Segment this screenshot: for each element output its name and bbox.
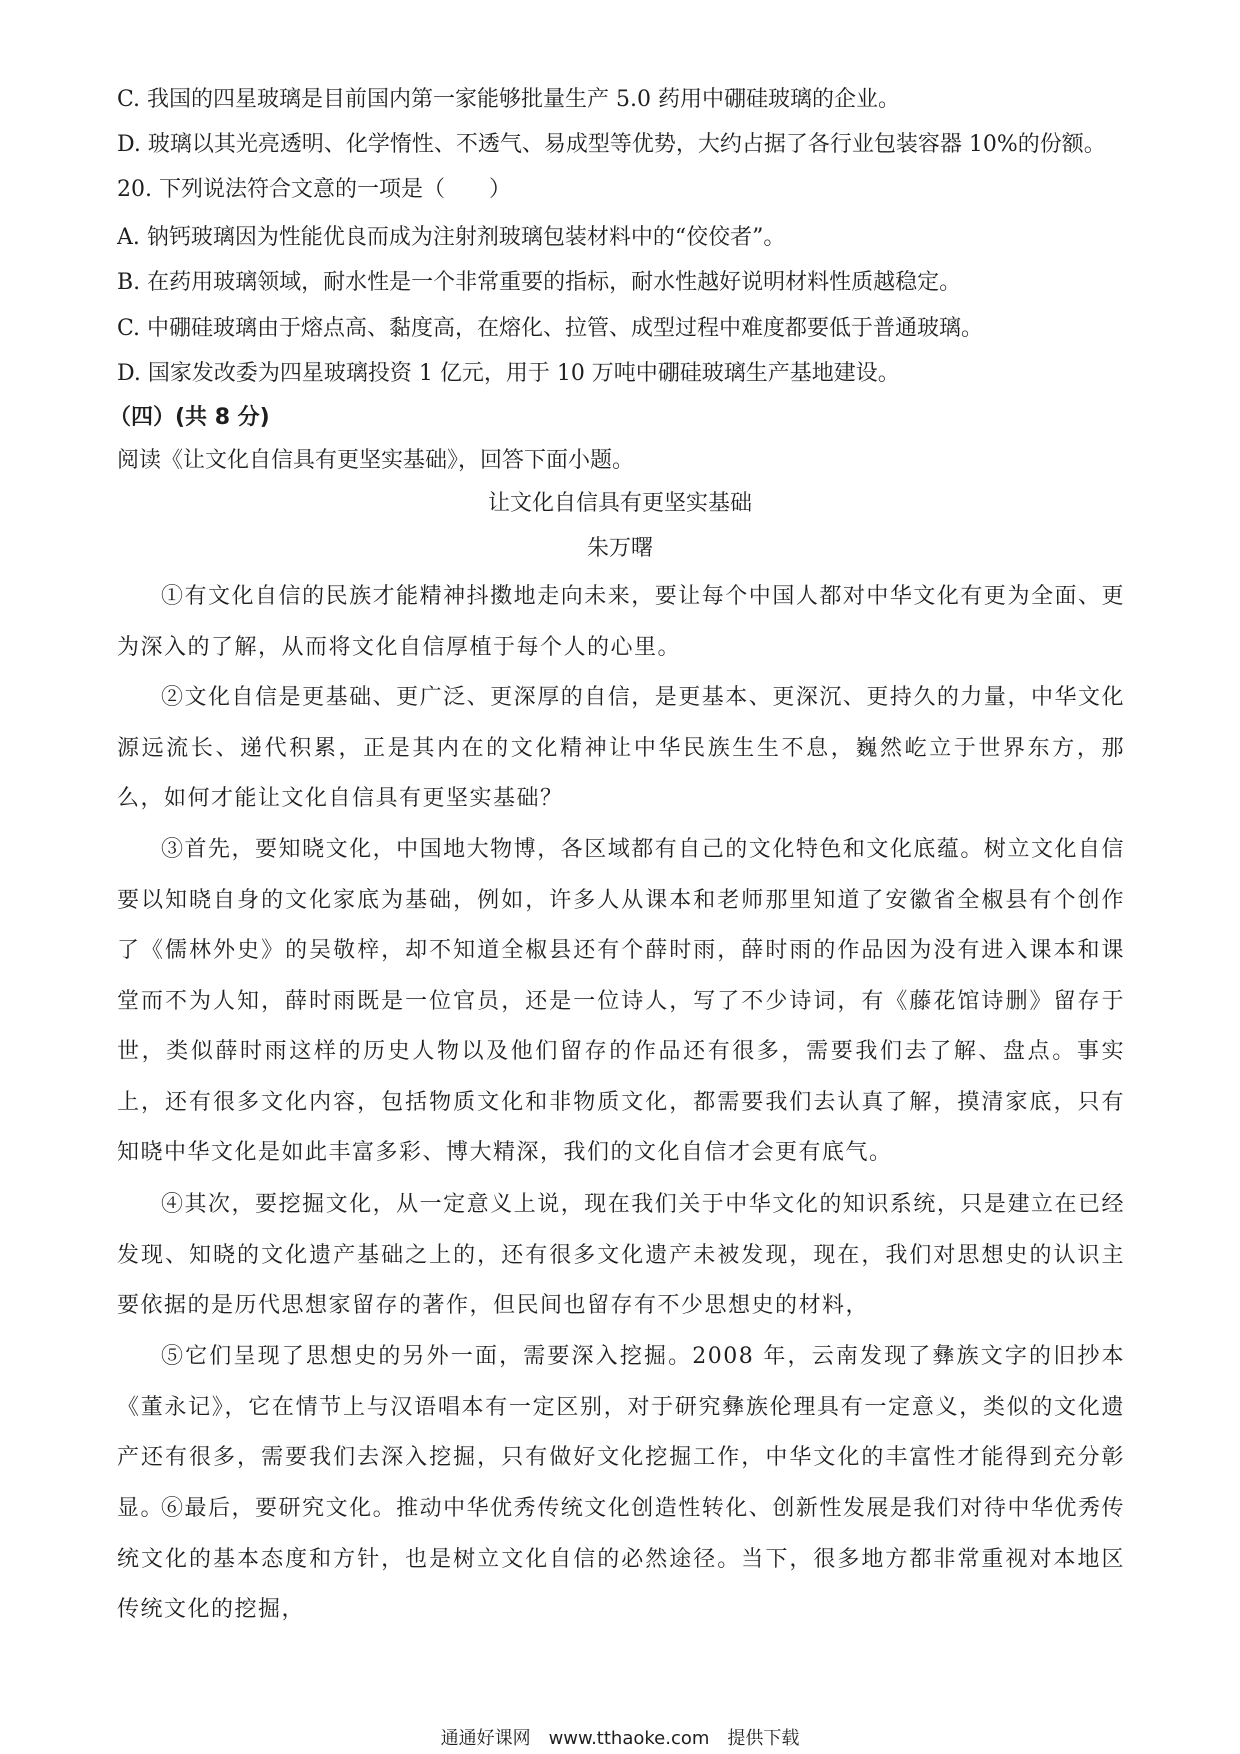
article-author: 朱万曙 bbox=[586, 536, 653, 561]
paragraph-3: ③首先，要知晓文化，中国地大物博，各区域都有自己的文化特色和文化底蕴。树立文化自信要以知晓自身的文化家底为基础，例如，许多人从课本和老师那里知道了安徽省全椒县有个创作了《儒林外史》的吴敬梓，却不知道全椒县还有个薛时雨，薛时雨的作品因为没有进入课本和课堂而不为人知，薛时雨既是一位官员，还是一位诗人，写了不少诗词，有《藤花馆诗删》留存于世，类似薛时雨这样的历史人物以及他们留存的作品还有很多，需要我们去了解、盘点。事实上，还有很多文化内容，包括物质文化和非物质文化，都需要我们去认真了解，摸清家底，只有知晓中华文化是如此丰富多彩、博大精深，我们的文化自信才会更有底气。 bbox=[117, 837, 1125, 1165]
option-20a: A. 钠钙玻璃因为性能优良而成为注射剂玻璃包装材料中的“佼佼者”。 bbox=[117, 225, 786, 250]
section-instruction: 阅读《让文化自信具有更坚实基础》，回答下面小题。 bbox=[117, 448, 635, 473]
option-20d: D. 国家发改委为四星玻璃投资 1 亿元，用于 10 万吨中硼硅玻璃生产基地建设。 bbox=[117, 361, 900, 386]
option-20b: B. 在药用玻璃领域，耐水性是一个非常重要的指标，耐水性越好说明材料性质越稳定。 bbox=[117, 270, 962, 295]
paragraph-5: ⑤它们呈现了思想史的另外一面，需要深入挖掘。2008 年，云南发现了彝族文字的旧抄本《董永记》，它在情节上与汉语唱本有一定区别，对于研究彝族伦理具有一定意义，类似的文化遗产还有很多，需要我们去深入挖掘，只有做好文化挖掘工作，中华文化的丰富性才能得到充分彰显。 bbox=[117, 1344, 1125, 1521]
option-19c: C. 我国的四星玻璃是目前国内第一家能够批量生产 5.0 药用中硼硅玻璃的企业。 bbox=[117, 87, 901, 112]
option-20c: C. 中硼硅玻璃由于熔点高、黏度高，在熔化、拉管、成型过程中难度都要低于普通玻璃。 bbox=[117, 316, 984, 341]
option-19d: D. 玻璃以其光亮透明、化学惰性、不透气、易成型等优势，大约占据了各行业包装容器 10%的份额。 bbox=[117, 132, 1106, 157]
article-title: 让文化自信具有更坚实基础 bbox=[487, 491, 752, 516]
paragraph-4: ④其次，要挖掘文化，从一定意义上说，现在我们关于中华文化的知识系统，只是建立在已经发现、知晓的文化遗产基础之上的，还有很多文化遗产未被发现，现在，我们对思想史的认识主要依据的是历代思想家留存的著作，但民间也留存有不少思想史的材料， bbox=[117, 1192, 1125, 1318]
paragraph-6: ⑥最后，要研究文化。推动中华优秀传统文化创造性转化、创新性发展是我们对待中华优秀传统文化的基本态度和方针，也是树立文化自信的必然途径。当下，很多地方都非常重视对本地区传统文化的挖掘， bbox=[117, 1496, 1125, 1622]
question-20-stem: 20. 下列说法符合文意的一项是（ ） bbox=[117, 177, 511, 202]
footer-credit: 通通好课网 www.tthaoke.com 提供下载 bbox=[440, 1728, 800, 1749]
section-heading: （四）(共 8 分) bbox=[109, 405, 270, 430]
paragraph-2: ②文化自信是更基础、更广泛、更深厚的自信，是更基本、更深沉、更持久的力量，中华文化源远流长、递代积累，正是其内在的文化精神让中华民族生生不息，巍然屹立于世界东方，那么，如何才能让文化自信具有更坚实基础？ bbox=[117, 685, 1125, 811]
paragraph-1: ①有文化自信的民族才能精神抖擞地走向未来，要让每个中国人都对中华文化有更为全面、更为深入的了解，从而将文化自信厚植于每个人的心里。 bbox=[117, 584, 1125, 660]
